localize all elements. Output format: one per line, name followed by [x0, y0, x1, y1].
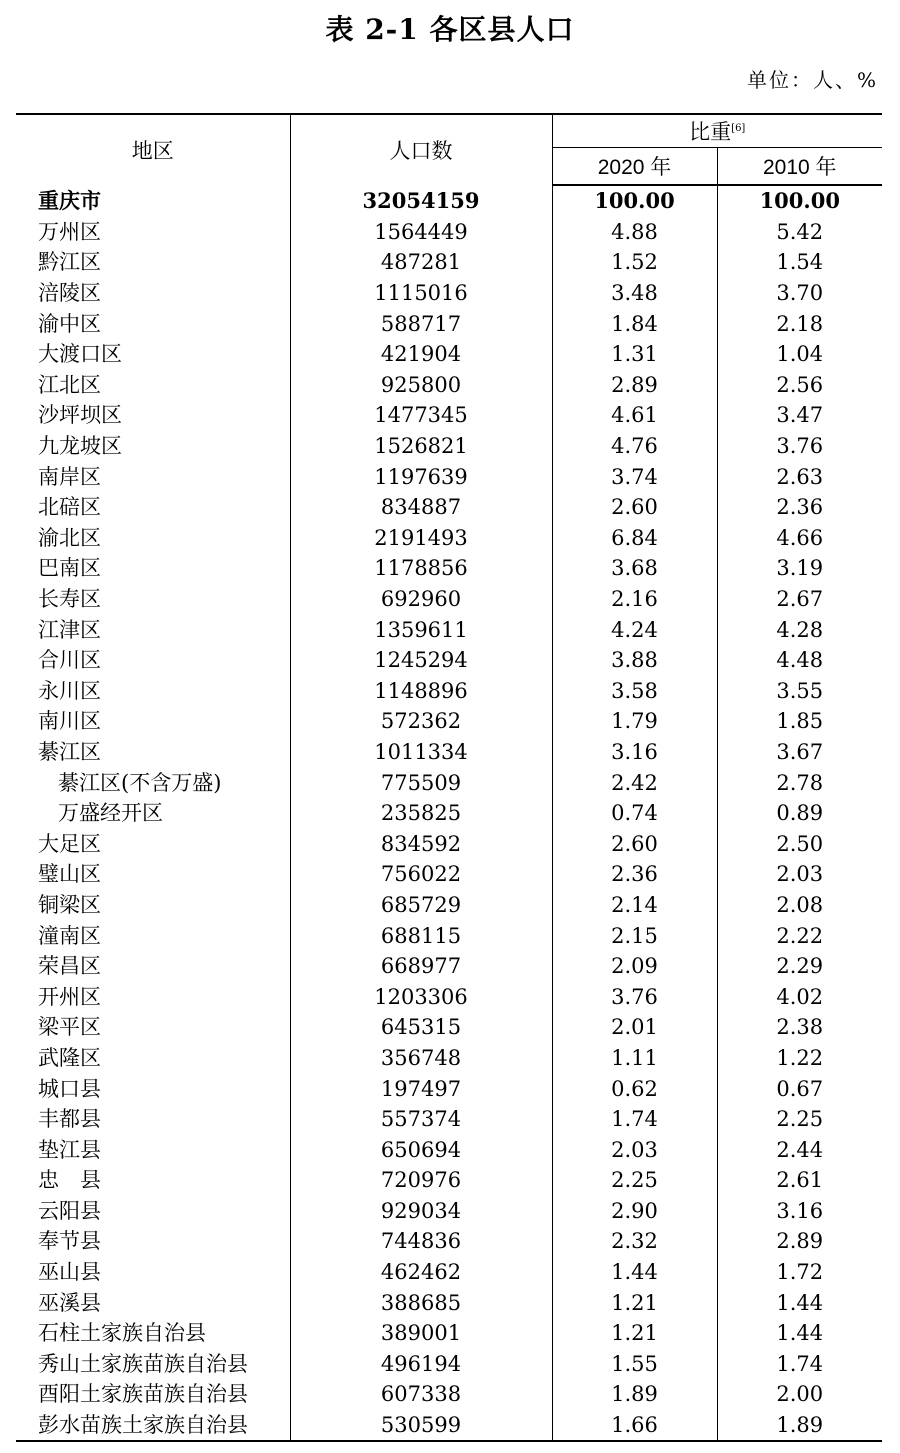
- share-2010-cell: 1.74: [776, 1351, 824, 1376]
- region-cell: 大足区: [16, 828, 290, 859]
- region-cell: 石柱土家族自治县: [16, 1318, 290, 1349]
- population-cell: 356748: [290, 1043, 552, 1074]
- region-cell: 黔江区: [16, 247, 290, 278]
- share-2020-cell: 1.66: [552, 1410, 717, 1442]
- table-row: [16, 247, 882, 278]
- table-row: [16, 951, 882, 982]
- share-2010-cell: 2.38: [776, 1015, 824, 1040]
- population-table: [16, 113, 882, 1442]
- table-row: [16, 1410, 882, 1442]
- share-2020-cell: 2.15: [552, 920, 717, 951]
- share-2010-cell: 2.61: [776, 1168, 824, 1193]
- population-cell: 645315: [290, 1012, 552, 1043]
- share-2020-cell: 3.88: [552, 645, 717, 676]
- share-2020-cell: 1.21: [552, 1318, 717, 1349]
- share-2020-cell: 2.03: [552, 1134, 717, 1165]
- share-2020-cell: 4.61: [552, 400, 717, 431]
- share-2020-cell: 2.25: [552, 1165, 717, 1196]
- region-cell: 城口县: [16, 1073, 290, 1104]
- region-cell: 丰都县: [16, 1104, 290, 1135]
- share-2020-cell: 2.60: [552, 828, 717, 859]
- table-row: [16, 339, 882, 370]
- share-2010-cell: 2.25: [776, 1107, 824, 1132]
- region-cell: 潼南区: [16, 920, 290, 951]
- region-cell: 巫山县: [16, 1257, 290, 1288]
- table-row: [16, 645, 882, 676]
- table-row: [16, 278, 882, 309]
- table-row: [16, 767, 882, 798]
- region-cell: 江津区: [16, 614, 290, 645]
- share-2010-cell: 2.18: [776, 311, 824, 336]
- population-cell: 496194: [290, 1349, 552, 1380]
- table-row: [16, 1318, 882, 1349]
- table-row: [16, 1134, 882, 1165]
- table-row: [16, 1226, 882, 1257]
- region-cell: 涪陵区: [16, 278, 290, 309]
- share-2020-cell: 3.16: [552, 737, 717, 768]
- share-2020-cell: 2.09: [552, 951, 717, 982]
- region-cell: 铜梁区: [16, 890, 290, 921]
- share-2010-cell: 1.22: [776, 1045, 824, 1070]
- population-cell: 685729: [290, 890, 552, 921]
- population-cell: 572362: [290, 706, 552, 737]
- table-row: [16, 217, 882, 248]
- population-cell: 421904: [290, 339, 552, 370]
- share-2010-cell: 0.89: [776, 801, 824, 826]
- table-row: [16, 553, 882, 584]
- population-cell: 32054159: [290, 185, 552, 217]
- share-2010-cell: 3.19: [776, 556, 824, 581]
- region-cell: 沙坪坝区: [16, 400, 290, 431]
- share-2010-cell: 3.67: [776, 739, 824, 764]
- region-cell: 綦江区(不含万盛): [16, 767, 290, 798]
- region-cell: 奉节县: [16, 1226, 290, 1257]
- population-cell: 1115016: [290, 278, 552, 309]
- region-cell: 大渡口区: [16, 339, 290, 370]
- table-row: [16, 1165, 882, 1196]
- share-2010-cell: 1.89: [717, 1410, 882, 1442]
- table-row: [16, 1257, 882, 1288]
- population-cell: 650694: [290, 1134, 552, 1165]
- share-2010-cell: 2.29: [776, 954, 824, 979]
- share-2020-cell: 100.00: [552, 185, 717, 217]
- share-2010-cell: 3.47: [776, 403, 824, 428]
- population-cell: 756022: [290, 859, 552, 890]
- population-cell: 929034: [290, 1196, 552, 1227]
- population-cell: 1564449: [290, 217, 552, 248]
- table-row: [16, 1012, 882, 1043]
- table-row: [16, 461, 882, 492]
- region-cell: 綦江区: [16, 737, 290, 768]
- share-2020-cell: 3.58: [552, 676, 717, 707]
- population-cell: 1197639: [290, 461, 552, 492]
- share-2010-cell: 2.56: [776, 372, 824, 397]
- region-cell: 渝中区: [16, 308, 290, 339]
- region-cell: 北碚区: [16, 492, 290, 523]
- region-cell: 武隆区: [16, 1043, 290, 1074]
- table-row: [16, 676, 882, 707]
- share-2020-cell: 1.52: [552, 247, 717, 278]
- region-cell: 云阳县: [16, 1196, 290, 1227]
- share-2010-cell: 2.63: [776, 464, 824, 489]
- table-row: [16, 737, 882, 768]
- population-cell: 197497: [290, 1073, 552, 1104]
- share-2020-cell: 1.79: [552, 706, 717, 737]
- table-row: [16, 431, 882, 462]
- share-2010-cell: 3.76: [776, 434, 824, 459]
- region-cell: 开州区: [16, 981, 290, 1012]
- table-row: [16, 1349, 882, 1380]
- region-cell: 重庆市: [16, 185, 290, 217]
- region-cell: 忠 县: [16, 1165, 290, 1196]
- table-row: [16, 920, 882, 951]
- region-cell: 渝北区: [16, 523, 290, 554]
- region-cell: 合川区: [16, 645, 290, 676]
- region-cell: 巴南区: [16, 553, 290, 584]
- share-2010-cell: 1.44: [776, 1321, 824, 1346]
- share-2020-cell: 3.48: [552, 278, 717, 309]
- population-cell: 1178856: [290, 553, 552, 584]
- table-row: [16, 1379, 882, 1410]
- population-cell: 834887: [290, 492, 552, 523]
- population-cell: 1203306: [290, 981, 552, 1012]
- share-2010-cell: 2.03: [776, 862, 824, 887]
- share-2020-cell: 4.76: [552, 431, 717, 462]
- region-cell: 巫溪县: [16, 1287, 290, 1318]
- share-2020-cell: 6.84: [552, 523, 717, 554]
- share-2010-cell: 2.78: [776, 770, 824, 795]
- region-cell: 秀山土家族苗族自治县: [16, 1349, 290, 1380]
- population-cell: 388685: [290, 1287, 552, 1318]
- share-2020-cell: 3.74: [552, 461, 717, 492]
- share-2010-cell: 100.00: [759, 188, 840, 214]
- share-2010-cell: 1.44: [776, 1290, 824, 1315]
- share-2010-cell: 2.08: [776, 892, 824, 917]
- share-2020-cell: 2.32: [552, 1226, 717, 1257]
- table-row: [16, 370, 882, 401]
- share-2010-cell: 1.04: [776, 342, 824, 367]
- table-row: [16, 614, 882, 645]
- table-row: [16, 400, 882, 431]
- population-cell: 1359611: [290, 614, 552, 645]
- share-2020-cell: 0.74: [552, 798, 717, 829]
- population-cell: 925800: [290, 370, 552, 401]
- share-2010-cell: 3.55: [776, 678, 824, 703]
- table-row-total: [16, 185, 882, 217]
- share-2010-cell: 1.72: [776, 1260, 824, 1285]
- population-cell: 530599: [290, 1410, 552, 1442]
- share-2010-cell: 2.89: [776, 1229, 824, 1254]
- region-cell: 彭水苗族土家族自治县: [16, 1410, 290, 1442]
- share-2010-cell: 2.22: [776, 923, 824, 948]
- table-row: [16, 890, 882, 921]
- table-row: [16, 1073, 882, 1104]
- population-cell: 720976: [290, 1165, 552, 1196]
- population-cell: 775509: [290, 767, 552, 798]
- share-column-header: [552, 114, 882, 148]
- population-cell: 1477345: [290, 400, 552, 431]
- table-row: [16, 1043, 882, 1074]
- table-row: [16, 584, 882, 615]
- share-2020-cell: 1.55: [552, 1349, 717, 1380]
- population-cell: 1526821: [290, 431, 552, 462]
- share-2010-cell: 4.02: [776, 984, 824, 1009]
- share-2020-cell: 2.60: [552, 492, 717, 523]
- table-header: [16, 114, 882, 185]
- population-cell: 744836: [290, 1226, 552, 1257]
- share-2010-cell: 4.28: [776, 617, 824, 642]
- region-cell: 南川区: [16, 706, 290, 737]
- share-2010-cell: 1.54: [776, 250, 824, 275]
- population-cell: 389001: [290, 1318, 552, 1349]
- table-row: [16, 492, 882, 523]
- share-2010-cell: 0.67: [776, 1076, 824, 1101]
- share-2020-cell: 1.31: [552, 339, 717, 370]
- unit-label: 单位：人、%: [746, 68, 878, 92]
- share-2020-cell: 1.21: [552, 1287, 717, 1318]
- population-cell: 1245294: [290, 645, 552, 676]
- share-header-label: 比重: [689, 120, 732, 144]
- table-row: [16, 798, 882, 829]
- share-2010-cell: 4.48: [776, 648, 824, 673]
- population-cell: 688115: [290, 920, 552, 951]
- table-row: [16, 1196, 882, 1227]
- population-cell: 1148896: [290, 676, 552, 707]
- table-title: 表 2-1 各区县人口: [325, 13, 575, 46]
- region-cell: 江北区: [16, 370, 290, 401]
- share-2020-cell: 1.74: [552, 1104, 717, 1135]
- share-2010-cell: 2.50: [776, 831, 824, 856]
- share-2020-cell: 2.16: [552, 584, 717, 615]
- region-cell: 万盛经开区: [16, 798, 290, 829]
- year-2020-header: 2020 年: [552, 148, 717, 186]
- table-row: [16, 1287, 882, 1318]
- share-2010-cell: 3.70: [776, 281, 824, 306]
- population-cell: 2191493: [290, 523, 552, 554]
- region-cell: 荣昌区: [16, 951, 290, 982]
- share-2010-cell: 2.67: [776, 587, 824, 612]
- table-row: [16, 523, 882, 554]
- region-column-header: 地区: [16, 114, 290, 185]
- population-cell: 235825: [290, 798, 552, 829]
- table-row: [16, 1104, 882, 1135]
- region-cell: 九龙坡区: [16, 431, 290, 462]
- table-row: [16, 981, 882, 1012]
- share-2010-cell: 3.16: [776, 1198, 824, 1223]
- share-2020-cell: 3.76: [552, 981, 717, 1012]
- share-2020-cell: 4.24: [552, 614, 717, 645]
- population-cell: 834592: [290, 828, 552, 859]
- region-cell: 长寿区: [16, 584, 290, 615]
- share-footnote-marker: [6]: [731, 123, 746, 134]
- table-row: [16, 859, 882, 890]
- share-2020-cell: 4.88: [552, 217, 717, 248]
- region-cell: 梁平区: [16, 1012, 290, 1043]
- table-body: [16, 185, 882, 1441]
- population-cell: 487281: [290, 247, 552, 278]
- share-2020-cell: 1.84: [552, 308, 717, 339]
- share-2010-cell: 4.66: [776, 525, 824, 550]
- share-2020-cell: 2.90: [552, 1196, 717, 1227]
- share-2020-cell: 2.89: [552, 370, 717, 401]
- population-cell: 588717: [290, 308, 552, 339]
- share-2020-cell: 0.62: [552, 1073, 717, 1104]
- population-cell: 607338: [290, 1379, 552, 1410]
- share-2020-cell: 2.01: [552, 1012, 717, 1043]
- share-2020-cell: 2.14: [552, 890, 717, 921]
- share-2020-cell: 3.68: [552, 553, 717, 584]
- population-cell: 557374: [290, 1104, 552, 1135]
- population-column-header: 人口数: [290, 114, 552, 185]
- share-2010-cell: 1.85: [776, 709, 824, 734]
- year-2010-header: 2010 年: [717, 148, 882, 186]
- region-cell: 酉阳土家族苗族自治县: [16, 1379, 290, 1410]
- population-cell: 692960: [290, 584, 552, 615]
- region-cell: 璧山区: [16, 859, 290, 890]
- share-2010-cell: 2.00: [776, 1382, 824, 1407]
- population-cell: 462462: [290, 1257, 552, 1288]
- share-2010-cell: 5.42: [776, 219, 824, 244]
- table-row: [16, 828, 882, 859]
- region-cell: 南岸区: [16, 461, 290, 492]
- population-cell: 1011334: [290, 737, 552, 768]
- region-cell: 垫江县: [16, 1134, 290, 1165]
- share-2010-cell: 2.36: [776, 495, 824, 520]
- share-2020-cell: 1.44: [552, 1257, 717, 1288]
- region-cell: 万州区: [16, 217, 290, 248]
- share-2020-cell: 2.36: [552, 859, 717, 890]
- share-2020-cell: 1.89: [552, 1379, 717, 1410]
- population-cell: 668977: [290, 951, 552, 982]
- share-2020-cell: 1.11: [552, 1043, 717, 1074]
- region-cell: 永川区: [16, 676, 290, 707]
- share-2010-cell: 2.44: [776, 1137, 824, 1162]
- share-2020-cell: 2.42: [552, 767, 717, 798]
- table-row: [16, 308, 882, 339]
- table-row: [16, 706, 882, 737]
